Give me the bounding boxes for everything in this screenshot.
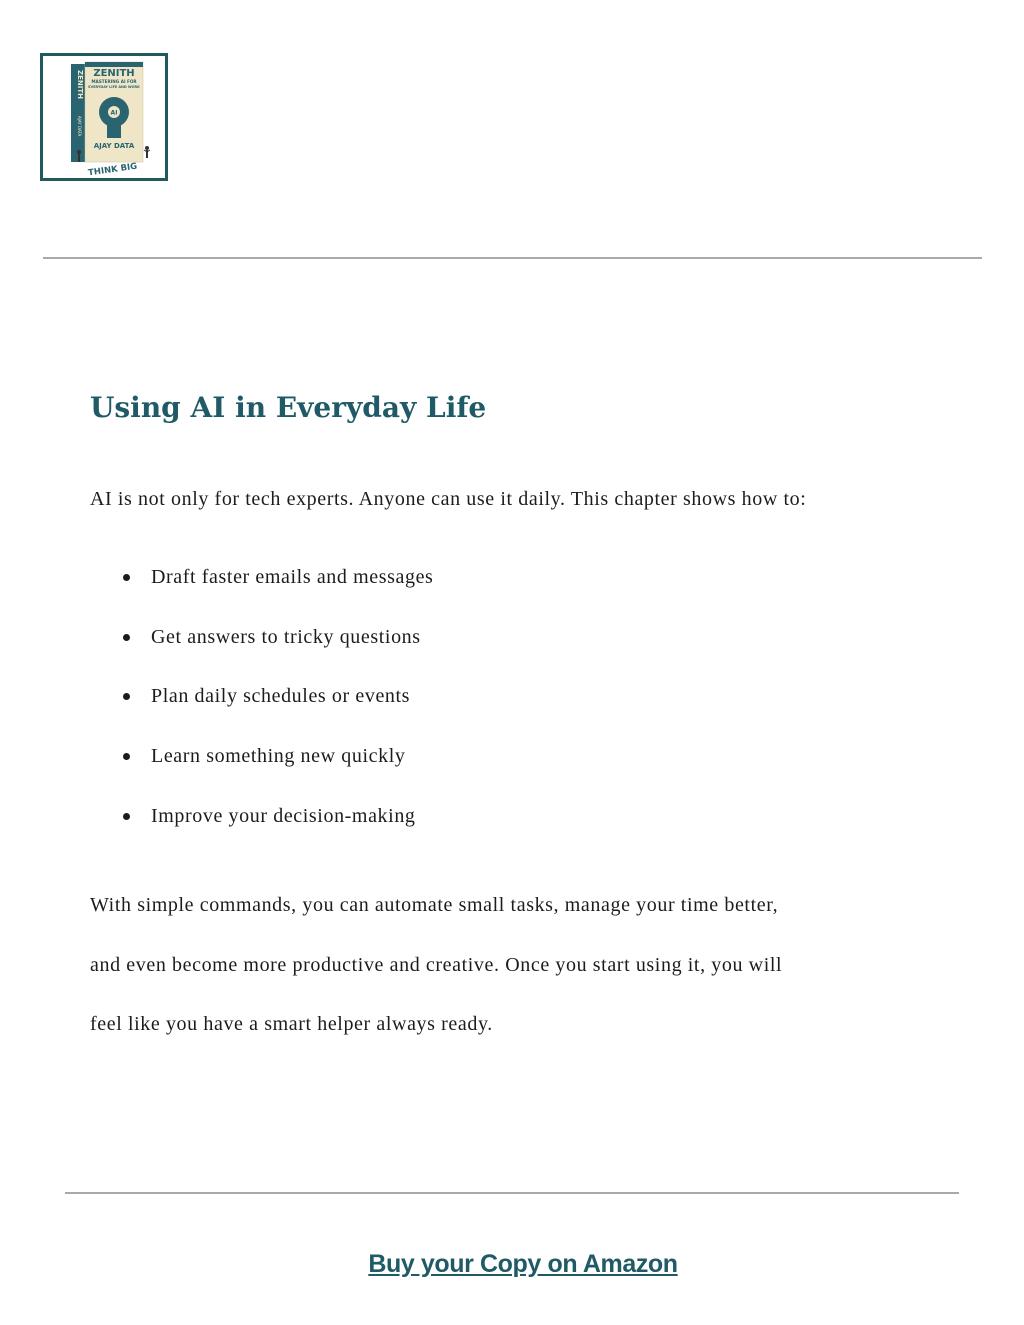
bottom-divider — [65, 1192, 959, 1194]
book-logo — [40, 53, 168, 181]
top-divider — [43, 257, 982, 259]
paragraph-line: With simple commands, you can automate small tasks, manage your time better, — [90, 894, 779, 916]
book-cover-image — [43, 56, 165, 178]
article-title: Using AI in Everyday Life — [90, 391, 487, 424]
bullet-icon — [123, 813, 130, 820]
bullet-icon — [123, 753, 130, 760]
cover-subtitle-line1: MASTERING AI FOR — [91, 79, 137, 84]
intro-text: AI is not only for tech experts. Anyone can use it daily. This chapter shows how to: — [90, 488, 807, 510]
list-item: Get answers to tricky questions — [90, 620, 990, 680]
closing-paragraph — [90, 876, 995, 1055]
bullet-list — [90, 560, 990, 858]
cover-badge: AI — [110, 109, 118, 117]
buy-on-amazon-link[interactable]: Buy your Copy on Amazon — [368, 1250, 678, 1278]
tagline: THINK BIG — [87, 161, 138, 178]
bullet-icon — [123, 634, 130, 641]
bullet-icon — [123, 574, 130, 581]
list-item: Learn something new quickly — [90, 739, 990, 799]
spine-author: AJAY DATA — [77, 116, 82, 137]
spine-title: ZENITH — [76, 70, 84, 99]
cover-subtitle-line2: EVERYDAY LIFE AND WORK — [88, 85, 140, 89]
list-item: Draft faster emails and messages — [90, 560, 990, 620]
cover-author: AJAY DATA — [93, 142, 135, 150]
bullet-icon — [123, 693, 130, 700]
paragraph-line: feel like you have a smart helper always ready. — [90, 1013, 493, 1036]
cover-title: ZENITH — [93, 68, 135, 79]
paragraph-line: and even become more productive and creative. Once you start using it, you will — [90, 953, 783, 976]
list-item: Improve your decision-making — [90, 799, 990, 859]
list-item: Plan daily schedules or events — [90, 679, 990, 739]
